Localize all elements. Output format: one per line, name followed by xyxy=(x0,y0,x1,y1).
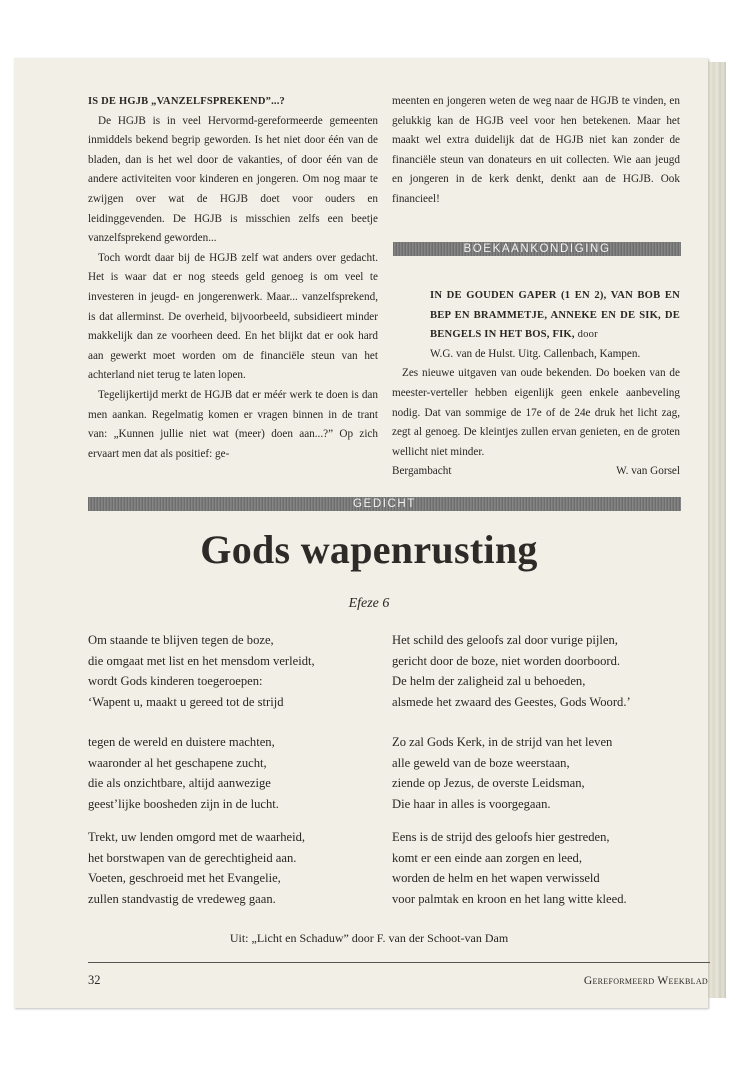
poem-line: het borstwapen van de gerechtigheid aan. xyxy=(88,850,297,865)
poem-stanza xyxy=(392,630,631,712)
poem-line: zullen standvastig de vredeweg gaan. xyxy=(88,891,276,906)
poem-line: Zo zal Gods Kerk, in de strijd van het leven xyxy=(392,735,613,749)
book-title-suffix: door xyxy=(577,329,598,341)
poem-stanza xyxy=(392,827,627,909)
article-heading: IS DE HGJB „VANZELFSPREKEND”...? xyxy=(88,96,285,107)
article-paragraph: Tegelijkertijd merkt de HGJB dat er méér werk te doen is dan men aankan. Regelmatig komen er vragen binnen in de trant van: „Kunnen jullie niet wat (meer) doen aan...?” Op zich ervaart men dat als positief: ge- xyxy=(88,388,378,460)
poem-line: Die haar in alles is voorgegaan. xyxy=(392,796,551,811)
page-number: 32 xyxy=(88,973,101,987)
poem-line: Eens is de strijd des geloofs hier gestreden, xyxy=(392,830,610,844)
book-review-text: Zes nieuwe uitgaven van oude bekenden. Do boeken van de meester-verteller hebben eigenlijk geen enkele aanbeveling nodig. Dat van sommige de 17e of de 24e druk het licht zag, zegt al genoeg. De kleintjes zullen ervan genieten, en de groten wellicht niet minder. xyxy=(392,367,680,458)
poem-line: worden de helm en het wapen verwisseld xyxy=(392,871,600,886)
poem-stanza xyxy=(88,732,279,814)
poem-line: alsmede het zwaard des Geestes, Gods Woord.’ xyxy=(392,694,631,709)
poem-line: Voeten, geschroeid met het Evangelie, xyxy=(88,871,281,886)
book-title xyxy=(392,286,680,345)
review-author: W. van Gorsel xyxy=(616,465,680,478)
poem-line: Het schild des geloofs zal door vurige pijlen, xyxy=(392,633,618,647)
poem-line: alle geweld van de boze weerstaan, xyxy=(392,755,570,770)
book-publisher: W.G. van de Hulst. Uitg. Callenbach, Kampen. xyxy=(430,347,641,360)
poem-title: Gods wapenrusting xyxy=(200,527,538,572)
review-place: Bergambacht xyxy=(392,465,452,478)
poem-line: Trekt, uw lenden omgord met de waarheid, xyxy=(88,830,306,844)
poem-line: ziende op Jezus, de overste Leidsman, xyxy=(392,776,585,791)
poem-line: voor palmtak en kroon en het lang witte kleed. xyxy=(392,891,627,906)
poem-stanza xyxy=(392,732,612,814)
review-signature xyxy=(392,462,680,482)
footer-divider xyxy=(88,962,710,963)
article-paragraph-continued: meenten en jongeren weten de weg naar de HGJB te vinden, en gelukkig kan de HGJB veel voor hen betekenen. Maar het maakt wel extra duidelijk dat de HGJB niet kan zonder de financiële steun van donateurs en uit collecten. Wie aan jeugd en jongeren in de kerk denkt, denkt aan de HGJB. Ook financieel! xyxy=(392,95,680,205)
poem-line: Om staande te blijven tegen de boze, xyxy=(88,633,274,647)
poem-line: wordt Gods kinderen toegeroepen: xyxy=(88,674,263,689)
poem-line: tegen de wereld en duistere machten, xyxy=(88,735,275,749)
poem-line: gericht door de boze, niet worden doorboord. xyxy=(392,653,621,668)
article-paragraph: Toch wordt daar bij de HGJB zelf wat anders over gedacht. Het is waar dat er nog steeds geld genoeg is om veel te investeren in jeugd- en jongerenwerk. Maar... vanzelfsprekend, is dat allerminst. De overheid, bijvoorbeeld, subsidieert minder makkelijk dan ze voorheen deed. En het blijkt dat er ook hard aan gewerkt moet worden om de financiële steun van het achterland niet terug te laten lopen. xyxy=(88,251,378,382)
article-paragraph: De HGJB is in veel Hervormd-gereformeerde gemeenten inmiddels bekend begrip geworden. Is het niet door één van de bladen, dan is het wel door de vakanties, of door één van de andere activiteiten voor kinderen en jongeren. Om nog maar te zwijgen over wat de HGJB doet voor ouders en leidinggevenden. De HGJB is misschien zelfs een beetje vanzelfsprekend geworden... xyxy=(88,114,378,245)
poem-source: Uit: „Licht en Schaduw” door F. van der Schoot-van Dam xyxy=(229,931,509,945)
poem-line: ‘Wapent u, maakt u gereed tot de strijd xyxy=(88,694,284,709)
poem-stanza xyxy=(88,630,315,712)
poem-line: geest’lijke boosheden zijn in de lucht. xyxy=(88,796,279,811)
poem-reference: Efeze 6 xyxy=(348,596,390,611)
article-column-right xyxy=(392,92,680,210)
poem-line: De helm der zaligheid zal u behoeden, xyxy=(392,674,586,689)
section-band-boekaankondiging: BOEKAANKONDIGING xyxy=(393,242,681,256)
poem-line: die omgaat met list en het mensdom verleidt, xyxy=(88,653,315,668)
magazine-name: Gereformeerd Weekblad xyxy=(583,975,708,987)
book-announcement xyxy=(392,286,680,482)
article-column-left xyxy=(88,92,378,464)
section-band-gedicht: GEDICHT xyxy=(88,497,681,511)
poem-stanza xyxy=(88,827,305,909)
poem-line: waaronder al het geschapene zucht, xyxy=(88,755,267,770)
book-title-text: IN DE GOUDEN GAPER (1 EN 2), VAN BOB EN BEP EN BRAMMETJE, ANNEKE EN DE SIK, DE BENGELS IN HET BOS, FIK, xyxy=(430,290,680,341)
poem-line: komt er een einde aan zorgen en leed, xyxy=(392,850,582,865)
poem-line: die als onzichtbare, altijd aanwezige xyxy=(88,776,271,791)
